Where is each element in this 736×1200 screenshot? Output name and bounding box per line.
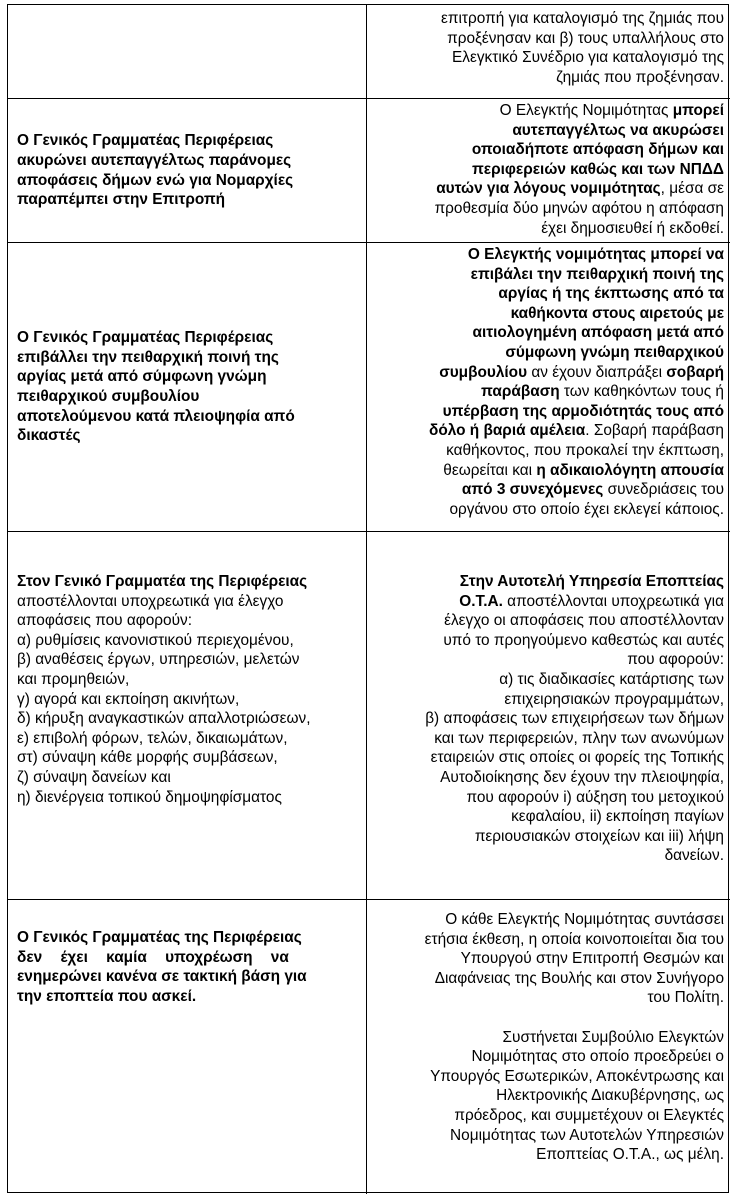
text-line: Ο Γενικός Γραμματέας Περιφέρειας [17, 329, 274, 347]
regular-text: β) αναθέσεις έργων, υπηρεσιών, μελετών [17, 651, 300, 669]
text-line: την εποπτεία που ασκεί. [17, 987, 197, 1005]
bold-text: δόλο ή βαριά αμέλεια [428, 422, 586, 440]
text-line [377, 140, 724, 160]
regular-text: . Σοβαρή παράβαση [585, 422, 724, 440]
bold-text: Ο Ελεγκτής νομιμότητας μπορεί να [467, 246, 724, 263]
text-line [17, 788, 360, 808]
bold-text: Στην Αυτοτελή Υπηρεσία Εποπτείας [459, 573, 724, 590]
bold-text: αργίας ή της έκπτωσης από τα [498, 285, 724, 303]
text-line [17, 670, 360, 690]
bold-text: επιβάλει την πειθαρχική ποινή της [470, 265, 724, 283]
regular-text: θεωρείται και [443, 461, 537, 479]
text-line: επιτροπή για καταλογισμό της ζημιάς που [441, 10, 724, 27]
text-line [377, 768, 724, 788]
row5-right-cell [367, 900, 730, 1194]
regular-text: α) τις διαδικασίες κατάρτισης των [499, 670, 724, 688]
text-line: Ο Γενικός Γραμματέας Περιφέρειας [17, 132, 274, 150]
text-line [17, 631, 360, 651]
text-line: ενημερώνει κανένα σε τακτική βάση για [17, 968, 307, 986]
text-line: προξένησαν και β) τους υπαλλήλους στο [447, 29, 724, 47]
text-line: Υπουργού στην Επιτροπή Θεσμών και [460, 950, 724, 968]
text-line: Ελεγκτικό Συνέδριο για καταλογισμό της [452, 49, 724, 67]
regular-text: δανείων. [664, 847, 724, 865]
row2-left-cell [8, 99, 367, 243]
text-line [377, 846, 724, 866]
bold-text: υπέρβαση της αρμοδιότητάς τους από [442, 402, 724, 420]
text-line [17, 650, 360, 670]
regular-text: η) διενέργεια τοπικού δημοψηφίσματος [17, 788, 282, 806]
text-line: Υπουργός Εσωτερικών, Αποκέντρωσης και [430, 1067, 724, 1085]
text-line [377, 265, 724, 285]
text-line [377, 572, 724, 592]
text-line [17, 690, 360, 710]
text-line [377, 343, 724, 363]
text-line: ζημιάς που προξένησαν. [556, 68, 724, 86]
bold-text: καθήκοντα στους αιρετούς με [510, 304, 724, 322]
bold-text: παράβαση [481, 383, 560, 401]
regular-text: Ο Ελεγκτής Νομιμότητας [499, 102, 673, 119]
regular-text: εταιρειών στις οποίες οι φορείς της Τοπικής [430, 749, 724, 767]
text-line [377, 592, 724, 612]
text-line [377, 304, 724, 324]
text-line: δικαστές [17, 427, 81, 445]
text-line [377, 827, 724, 847]
text-line [17, 768, 360, 788]
text-line: Διαφάνειας της Βουλής και στον Συνήγορο [434, 969, 724, 987]
text-line [377, 402, 724, 422]
text-line: αποτελούμενου κατά πλειοψηφία από [17, 407, 295, 425]
bold-text: η αδικαιολόγητη απουσία [536, 461, 724, 479]
row4-left-cell [8, 532, 367, 900]
text-line [377, 461, 724, 481]
row5-left-cell [8, 900, 367, 1194]
regular-text: στ) σύναψη κάθε μορφής συμβάσεων, [17, 749, 278, 767]
text-line [377, 690, 724, 710]
text-line: αποφάσεις δήμων ενώ για Νομαρχίες [17, 171, 294, 189]
row1-left-cell [8, 5, 367, 99]
regular-text: υπό το προηγούμενο καθεστώς και αυτές [443, 631, 724, 649]
regular-text: κεφαλαίου, ii) εκποίηση παγίων [511, 808, 724, 826]
text-line: δεν έχει καμία υποχρέωση να [17, 948, 289, 966]
text-line: Ο Γενικός Γραμματέας της Περιφέρειας [17, 929, 302, 946]
text-line [377, 650, 724, 670]
regular-text: συνεδριάσεις του [603, 481, 724, 499]
text-line: Ο κάθε Ελεγκτής Νομιμότητας συντάσσει [445, 911, 724, 928]
text-line: Νομιμότητας των Αυτοτελών Υπηρεσιών [450, 1126, 724, 1144]
bold-text: Στον Γενικό Γραμματέα της Περιφέρειας [17, 573, 308, 590]
regular-text: των καθηκόντων τους ή [559, 383, 724, 401]
regular-text: και των περιφερειών, πλην των ανωνύμων [434, 729, 724, 747]
text-line [377, 500, 724, 520]
text-line: παραπέμπει στην Επιτροπή [17, 191, 226, 209]
regular-text: που αφορούν i) αύξηση του μετοχικού [466, 788, 724, 806]
text-line [377, 441, 724, 461]
text-line: Συστήνεται Συμβούλιο Ελεγκτών [502, 1028, 724, 1046]
text-line [17, 729, 360, 749]
text-line [377, 219, 724, 239]
paragraph-gap [377, 1008, 724, 1028]
row3-right-cell [367, 243, 730, 532]
text-line [17, 748, 360, 768]
regular-text: οργάνου στο οποίο έχει εκλεγεί κάποιος. [449, 500, 724, 518]
regular-text: β) αποφάσεις των επιχειρήσεων των δήμων [425, 710, 724, 728]
text-line [377, 363, 724, 383]
row3-left-cell [8, 243, 367, 532]
bold-text: περιφερειών καθώς και των ΝΠΔΔ [472, 160, 724, 178]
regular-text: έλεγχο οι αποφάσεις που αποστέλλονταν [444, 612, 724, 630]
text-line [17, 611, 360, 631]
text-line: πρόεδρος, και συμμετέχουν οι Ελεγκτές [454, 1106, 724, 1124]
regular-text: και προμηθειών, [17, 670, 130, 688]
bold-text: σύμφωνη γνώμη πειθαρχικού [505, 343, 724, 361]
bold-text: αυτών για λόγους νομιμότητας [436, 180, 661, 198]
text-line [17, 572, 360, 592]
text-line [377, 323, 724, 343]
text-line [377, 179, 724, 199]
text-line: Νομιμότητας στο οποίο προεδρεύει ο [471, 1048, 724, 1066]
regular-text: , μέσα σε [660, 180, 724, 198]
bold-text: από 3 συνεχόμενες [461, 481, 604, 499]
text-line [377, 199, 724, 219]
text-line: Ηλεκτρονικής Διακυβέρνησης, ως [496, 1087, 724, 1105]
regular-text: αποφάσεις που αφορούν: [17, 612, 193, 630]
text-line [377, 670, 724, 690]
regular-text: ε) επιβολή φόρων, τελών, δικαιωμάτων, [17, 729, 288, 747]
text-line [377, 709, 724, 729]
regular-text: γ) αγορά και εκποίηση ακινήτων, [17, 690, 240, 708]
text-line: του Πολίτη. [647, 989, 724, 1007]
regular-text: καθήκοντος, που προκαλεί την έκπτωση, [446, 441, 724, 459]
text-line [377, 729, 724, 749]
regular-text: αποστέλλονται υποχρεωτικά για [502, 592, 724, 610]
regular-text: προθεσμία δύο μηνών αφότου η απόφαση [434, 199, 724, 217]
text-line: ακυρώνει αυτεπαγγέλτως παράνομες [17, 151, 292, 169]
row1-right-cell [367, 5, 730, 99]
text-line [377, 382, 724, 402]
text-line [17, 592, 360, 612]
text-line [377, 480, 724, 500]
regular-text: περιουσιακών στοιχείων και iii) λήψη [474, 827, 724, 845]
text-line [377, 611, 724, 631]
text-line [377, 421, 724, 441]
row4-right-cell [367, 532, 730, 900]
text-line [377, 807, 724, 827]
text-line [377, 284, 724, 304]
regular-text: επιχειρησιακών προγραμμάτων, [504, 690, 724, 708]
text-line [377, 121, 724, 141]
text-line [17, 709, 360, 729]
row2-right-cell [367, 99, 730, 243]
regular-text: αποστέλλονται υποχρεωτικά για έλεγχο [17, 592, 284, 610]
bold-text: σοβαρή [666, 363, 724, 381]
bold-text: οποιαδήποτε απόφαση δήμων και [471, 141, 724, 159]
regular-text: ζ) σύναψη δανείων και [17, 768, 171, 786]
regular-text: που αφορούν: [627, 651, 724, 669]
text-line [377, 160, 724, 180]
bold-text: μπορεί [672, 102, 724, 119]
text-line: αργίας μετά από σύμφωνη γνώμη [17, 368, 267, 386]
regular-text: έχει δημοσιευθεί ή εκδοθεί. [541, 219, 724, 237]
text-line: πειθαρχικού συμβουλίου [17, 388, 200, 405]
text-line [377, 245, 724, 265]
comparison-table [7, 4, 729, 1193]
text-line: Εποπτείας Ο.Τ.Α., ως μέλη. [536, 1146, 724, 1164]
text-line: επιβάλλει την πειθαρχική ποινή της [17, 348, 279, 366]
regular-text: α) ρυθμίσεις κανονιστικού περιεχομένου, [17, 631, 294, 649]
text-line [377, 101, 724, 121]
regular-text: δ) κήρυξη αναγκαστικών απαλλοτριώσεων, [17, 710, 311, 728]
regular-text: Αυτοδιοίκησης δεν έχουν την πλειοψηφία, [440, 768, 724, 786]
text-line: ετήσια έκθεση, η οποία κοινοποιείται δια του [424, 930, 724, 948]
text-line [377, 788, 724, 808]
text-line [377, 631, 724, 651]
regular-text: αν έχουν διαπράξει [527, 363, 667, 381]
bold-text: αιτιολογημένη απόφαση μετά από [472, 324, 724, 342]
bold-text: αυτεπαγγέλτως να ακυρώσει [512, 121, 724, 139]
bold-text: συμβουλίου [439, 363, 528, 381]
bold-text: Ο.Τ.Α. [459, 592, 503, 610]
text-line [377, 748, 724, 768]
